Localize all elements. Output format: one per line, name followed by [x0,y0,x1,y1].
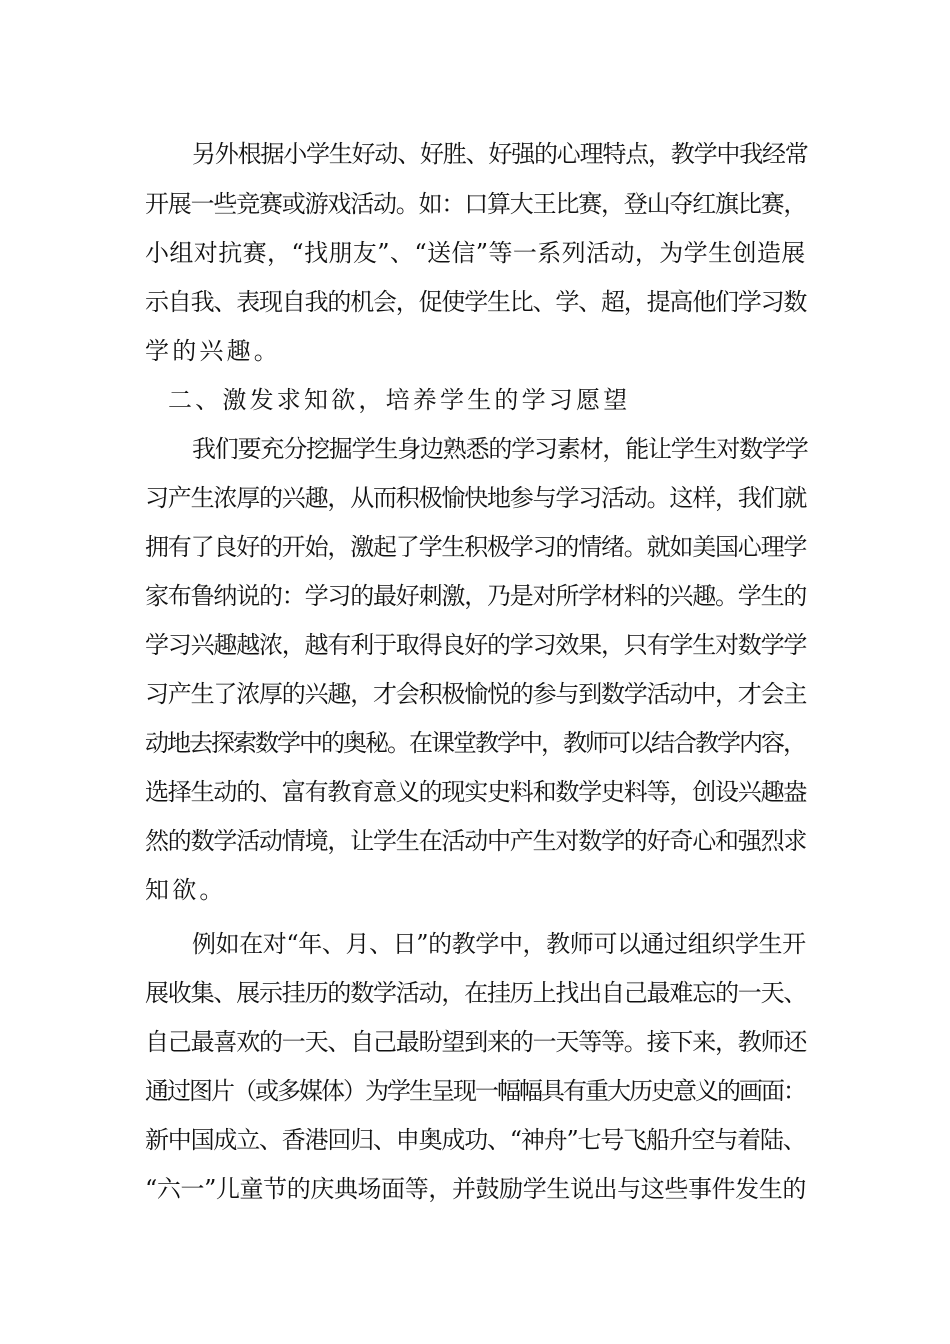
text-line: 习产生浓厚的兴趣，从而积极愉快地参与学习活动。这样，我们就 [145,484,807,512]
text-line: 家布鲁纳说的：学习的最好刺激，乃是对所学材料的兴趣。学生的 [145,582,807,610]
text-line: 展收集、展示挂历的数学活动，在挂历上找出自己最难忘的一天、 [145,979,807,1007]
text-line: 动地去探索数学中的奥秘。在课堂教学中，教师可以结合教学内容， [145,729,805,757]
text-line: 小组对抗赛，“找朋友”、“送信”等一系列活动，为学生创造展 [145,239,806,267]
text-line: 例如在对“年、月、日”的教学中，教师可以通过组织学生开 [192,930,806,958]
text-line: 另外根据小学生好动、好胜、好强的心理特点，教学中我经常 [192,140,808,168]
section-heading: 二、激发求知欲，培养学生的学习愿望 [168,386,631,414]
text-line: 习产生了浓厚的兴趣，才会积极愉悦的参与到数学活动中，才会主 [145,680,807,708]
text-line: 学的兴趣。 [145,337,281,365]
text-line: 我们要充分挖掘学生身边熟悉的学习素材，能让学生对数学学 [192,435,808,463]
text-line: 自己最喜欢的一天、自己最盼望到来的一天等等。接下来，教师还 [145,1028,807,1056]
text-line: 知欲。 [145,876,227,904]
text-line: 拥有了良好的开始，激起了学生积极学习的情绪。就如美国心理学 [145,533,807,561]
text-line: 示自我、表现自我的机会，促使学生比、学、超，提高他们学习数 [145,288,807,316]
text-line: “六一”儿童节的庆典场面等，并鼓励学生说出与这些事件发生的 [145,1175,806,1203]
text-line: 然的数学活动情境，让学生在活动中产生对数学的好奇心和强烈求 [145,827,807,855]
text-line: 新中国成立、香港回归、申奥成功、“神舟”七号飞船升空与着陆、 [145,1126,806,1154]
text-line: 开展一些竞赛或游戏活动。如：口算大王比赛，登山夺红旗比赛， [145,190,807,218]
text-line: 选择生动的、富有教育意义的现实史料和数学史料等，创设兴趣盎 [145,778,807,806]
text-line: 学习兴趣越浓，越有利于取得良好的学习效果，只有学生对数学学 [145,631,807,659]
text-line: 通过图片（或多媒体）为学生呈现一幅幅具有重大历史意义的画面： [145,1077,805,1105]
